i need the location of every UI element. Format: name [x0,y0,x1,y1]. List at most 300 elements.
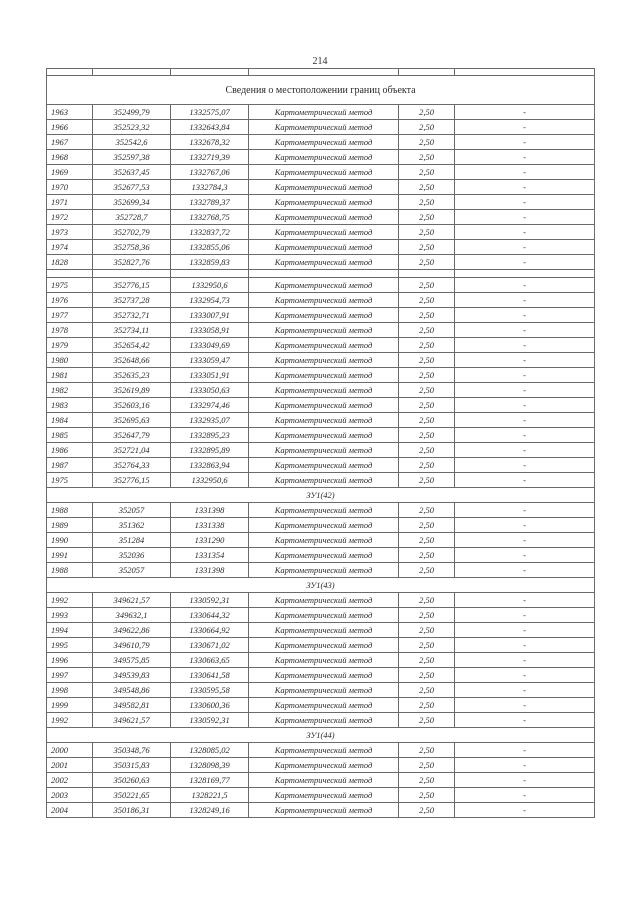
determination-method: Картометрический метод [249,443,399,458]
coordinate-x: 349582,81 [93,698,171,713]
coordinate-x: 349621,57 [93,593,171,608]
coordinate-x: 352776,15 [93,278,171,293]
coordinate-y: 1333049,69 [171,338,249,353]
determination-method: Картометрический метод [249,548,399,563]
point-number: 1966 [47,120,93,135]
coordinate-x: 352827,76 [93,255,171,270]
table-row [47,323,595,338]
accuracy-value: 2,50 [399,338,455,353]
accuracy-value: 2,50 [399,180,455,195]
point-number: 1984 [47,413,93,428]
coordinate-y: 1330664,92 [171,623,249,638]
coordinate-y: 1333059,47 [171,353,249,368]
description-cell: - [455,653,595,668]
accuracy-value: 2,50 [399,150,455,165]
description-cell: - [455,623,595,638]
description-cell: - [455,713,595,728]
point-number: 2001 [47,758,93,773]
accuracy-value: 2,50 [399,293,455,308]
point-number: 2004 [47,803,93,818]
description-cell: - [455,383,595,398]
accuracy-value: 2,50 [399,788,455,803]
determination-method: Картометрический метод [249,293,399,308]
determination-method: Картометрический метод [249,413,399,428]
point-number: 1996 [47,653,93,668]
table-row [47,413,595,428]
coordinate-x: 352654,42 [93,338,171,353]
coordinate-x: 352523,32 [93,120,171,135]
table-row [47,563,595,578]
determination-method: Картометрический метод [249,533,399,548]
point-number: 1981 [47,368,93,383]
determination-method: Картометрический метод [249,240,399,255]
table-row [47,668,595,683]
accuracy-value: 2,50 [399,428,455,443]
coordinate-y: 1330592,31 [171,713,249,728]
description-cell: - [455,323,595,338]
determination-method: Картометрический метод [249,278,399,293]
description-cell: - [455,668,595,683]
accuracy-value: 2,50 [399,195,455,210]
point-number: 1828 [47,255,93,270]
determination-method: Картометрический метод [249,758,399,773]
coordinate-y: 1332895,23 [171,428,249,443]
table-row [47,240,595,255]
coordinate-x: 350315,83 [93,758,171,773]
determination-method: Картометрический метод [249,743,399,758]
table-row [47,608,595,623]
description-cell: - [455,413,595,428]
coordinate-y: 1332859,83 [171,255,249,270]
coordinate-y: 1330592,31 [171,593,249,608]
description-cell: - [455,428,595,443]
table-row [47,713,595,728]
accuracy-value: 2,50 [399,383,455,398]
table-row [47,165,595,180]
table-row [47,255,595,270]
table-row [47,398,595,413]
coordinate-x: 352637,45 [93,165,171,180]
description-cell: - [455,225,595,240]
determination-method: Картометрический метод [249,518,399,533]
determination-method: Картометрический метод [249,563,399,578]
accuracy-value: 2,50 [399,210,455,225]
point-number: 1988 [47,503,93,518]
point-number: 1971 [47,195,93,210]
accuracy-value: 2,50 [399,458,455,473]
coordinate-y: 1331354 [171,548,249,563]
table-row [47,150,595,165]
accuracy-value: 2,50 [399,308,455,323]
description-cell: - [455,398,595,413]
coordinate-y: 1328249,16 [171,803,249,818]
coordinate-x: 352758,36 [93,240,171,255]
point-number: 1983 [47,398,93,413]
coordinate-y: 1332768,75 [171,210,249,225]
coordinate-x: 352776,15 [93,473,171,488]
point-number: 1988 [47,563,93,578]
coordinate-y: 1331398 [171,563,249,578]
point-number: 1986 [47,443,93,458]
coordinate-x: 349539,83 [93,668,171,683]
point-number: 1979 [47,338,93,353]
coordinate-y: 1332895,89 [171,443,249,458]
determination-method: Картометрический метод [249,195,399,210]
table-top-row [47,69,595,76]
determination-method: Картометрический метод [249,353,399,368]
table-row [47,195,595,210]
parcel-header-row [47,728,595,743]
accuracy-value: 2,50 [399,443,455,458]
coordinate-y: 1332643,84 [171,120,249,135]
table-row [47,683,595,698]
point-number: 2002 [47,773,93,788]
point-number: 1989 [47,518,93,533]
coordinate-y: 1333058,91 [171,323,249,338]
accuracy-value: 2,50 [399,323,455,338]
description-cell: - [455,210,595,225]
point-number: 1990 [47,533,93,548]
coordinate-x: 352057 [93,503,171,518]
coordinate-x: 352728,7 [93,210,171,225]
table-row [47,773,595,788]
accuracy-value: 2,50 [399,503,455,518]
coordinate-y: 1330600,36 [171,698,249,713]
coordinate-x: 350348,76 [93,743,171,758]
coordinate-y: 1328085,02 [171,743,249,758]
determination-method: Картометрический метод [249,255,399,270]
point-number: 1975 [47,278,93,293]
table-row [47,758,595,773]
accuracy-value: 2,50 [399,653,455,668]
description-cell: - [455,443,595,458]
coordinate-x: 349621,57 [93,713,171,728]
coordinate-y: 1333051,91 [171,368,249,383]
coordinate-y: 1332954,73 [171,293,249,308]
point-number: 1973 [47,225,93,240]
determination-method: Картометрический метод [249,210,399,225]
accuracy-value: 2,50 [399,225,455,240]
coordinate-y: 1330595,58 [171,683,249,698]
point-number: 1985 [47,428,93,443]
coordinate-y: 1332767,06 [171,165,249,180]
coordinate-x: 352737,28 [93,293,171,308]
description-cell: - [455,548,595,563]
coordinate-x: 349622,86 [93,623,171,638]
coordinate-x: 352695,63 [93,413,171,428]
coordinate-x: 352036 [93,548,171,563]
table-row [47,443,595,458]
coordinate-y: 1333050,63 [171,383,249,398]
table-row [47,503,595,518]
description-cell: - [455,458,595,473]
accuracy-value: 2,50 [399,698,455,713]
point-number: 1978 [47,323,93,338]
accuracy-value: 2,50 [399,165,455,180]
point-number: 1970 [47,180,93,195]
table-spacer-row [47,270,595,278]
accuracy-value: 2,50 [399,135,455,150]
table-row [47,210,595,225]
table-title-row [47,76,595,105]
point-number: 1993 [47,608,93,623]
table-row [47,698,595,713]
determination-method: Картометрический метод [249,683,399,698]
determination-method: Картометрический метод [249,803,399,818]
determination-method: Картометрический метод [249,308,399,323]
determination-method: Картометрический метод [249,668,399,683]
coordinate-x: 351362 [93,518,171,533]
table-row [47,135,595,150]
accuracy-value: 2,50 [399,120,455,135]
determination-method: Картометрический метод [249,338,399,353]
coordinate-x: 352057 [93,563,171,578]
description-cell: - [455,195,595,210]
coordinate-y: 1332974,46 [171,398,249,413]
accuracy-value: 2,50 [399,638,455,653]
table-row [47,533,595,548]
table-row [47,368,595,383]
coordinate-x: 352603,16 [93,398,171,413]
coordinate-x: 350186,31 [93,803,171,818]
coordinate-y: 1328221,5 [171,788,249,803]
determination-method: Картометрический метод [249,120,399,135]
description-cell: - [455,683,595,698]
coordinate-x: 350260,63 [93,773,171,788]
table-row [47,225,595,240]
point-number: 1987 [47,458,93,473]
point-number: 1995 [47,638,93,653]
description-cell: - [455,503,595,518]
coordinate-x: 352721,04 [93,443,171,458]
accuracy-value: 2,50 [399,683,455,698]
coordinate-y: 1332678,32 [171,135,249,150]
table-row [47,473,595,488]
coordinate-x: 349548,86 [93,683,171,698]
coordinate-x: 352635,23 [93,368,171,383]
coordinate-x: 350221,65 [93,788,171,803]
determination-method: Картометрический метод [249,398,399,413]
coordinate-y: 1332837,72 [171,225,249,240]
table-row [47,788,595,803]
description-cell: - [455,338,595,353]
description-cell: - [455,743,595,758]
accuracy-value: 2,50 [399,473,455,488]
accuracy-value: 2,50 [399,548,455,563]
table-row [47,548,595,563]
coordinate-x: 351284 [93,533,171,548]
determination-method: Картометрический метод [249,428,399,443]
determination-method: Картометрический метод [249,623,399,638]
point-number: 1977 [47,308,93,323]
point-number: 1963 [47,105,93,120]
table-row [47,593,595,608]
table-row [47,293,595,308]
table-row [47,428,595,443]
description-cell: - [455,758,595,773]
determination-method: Картометрический метод [249,368,399,383]
coordinate-x: 352734,11 [93,323,171,338]
description-cell: - [455,165,595,180]
coordinate-x: 349632,1 [93,608,171,623]
determination-method: Картометрический метод [249,713,399,728]
description-cell: - [455,180,595,195]
description-cell: - [455,308,595,323]
determination-method: Картометрический метод [249,383,399,398]
description-cell: - [455,293,595,308]
point-number: 2000 [47,743,93,758]
determination-method: Картометрический метод [249,105,399,120]
table-row [47,308,595,323]
accuracy-value: 2,50 [399,773,455,788]
page-number: 214 [312,56,328,67]
accuracy-value: 2,50 [399,398,455,413]
description-cell: - [455,788,595,803]
description-cell: - [455,105,595,120]
coordinate-y: 1332575,07 [171,105,249,120]
coordinate-x: 352677,53 [93,180,171,195]
coordinate-y: 1332863,94 [171,458,249,473]
description-cell: - [455,698,595,713]
determination-method: Картометрический метод [249,150,399,165]
determination-method: Картометрический метод [249,458,399,473]
point-number: 1976 [47,293,93,308]
coordinate-y: 1328098,39 [171,758,249,773]
description-cell: - [455,593,595,608]
coordinate-y: 1330641,58 [171,668,249,683]
point-number: 1999 [47,698,93,713]
table-row [47,638,595,653]
table-row [47,383,595,398]
point-number: 1975 [47,473,93,488]
accuracy-value: 2,50 [399,563,455,578]
coordinate-y: 1333007,91 [171,308,249,323]
determination-method: Картометрический метод [249,638,399,653]
determination-method: Картометрический метод [249,593,399,608]
coordinate-x: 352699,34 [93,195,171,210]
accuracy-value: 2,50 [399,518,455,533]
accuracy-value: 2,50 [399,240,455,255]
accuracy-value: 2,50 [399,623,455,638]
determination-method: Картометрический метод [249,180,399,195]
accuracy-value: 2,50 [399,368,455,383]
parcel-header-row [47,488,595,503]
description-cell: - [455,803,595,818]
table-title: Сведения о местоположении границ объекта [47,76,595,105]
coordinate-y: 1331398 [171,503,249,518]
point-number: 1998 [47,683,93,698]
parcel-header-row [47,578,595,593]
coordinate-y: 1330671,02 [171,638,249,653]
description-cell: - [455,150,595,165]
description-cell: - [455,368,595,383]
determination-method: Картометрический метод [249,225,399,240]
table-row [47,803,595,818]
point-number: 1972 [47,210,93,225]
determination-method: Картометрический метод [249,653,399,668]
accuracy-value: 2,50 [399,803,455,818]
description-cell: - [455,278,595,293]
accuracy-value: 2,50 [399,278,455,293]
coordinate-y: 1332935,07 [171,413,249,428]
table-row [47,338,595,353]
description-cell: - [455,638,595,653]
accuracy-value: 2,50 [399,533,455,548]
determination-method: Картометрический метод [249,473,399,488]
determination-method: Картометрический метод [249,503,399,518]
point-number: 1969 [47,165,93,180]
description-cell: - [455,473,595,488]
description-cell: - [455,135,595,150]
description-cell: - [455,563,595,578]
accuracy-value: 2,50 [399,713,455,728]
coordinate-y: 1330644,32 [171,608,249,623]
accuracy-value: 2,50 [399,758,455,773]
table-row [47,353,595,368]
table-row [47,623,595,638]
coordinate-x: 352542,6 [93,135,171,150]
coordinate-y: 1330663,65 [171,653,249,668]
coordinate-x: 352648,66 [93,353,171,368]
parcel-header: ЗУ1(43) [47,578,595,593]
table-row [47,278,595,293]
description-cell: - [455,353,595,368]
coordinate-y: 1331290 [171,533,249,548]
accuracy-value: 2,50 [399,668,455,683]
description-cell: - [455,533,595,548]
accuracy-value: 2,50 [399,105,455,120]
description-cell: - [455,608,595,623]
determination-method: Картометрический метод [249,135,399,150]
point-number: 1994 [47,623,93,638]
parcel-header: ЗУ1(44) [47,728,595,743]
coordinate-x: 349575,85 [93,653,171,668]
accuracy-value: 2,50 [399,743,455,758]
coordinate-x: 349610,79 [93,638,171,653]
coordinate-x: 352597,38 [93,150,171,165]
coordinate-y: 1332719,39 [171,150,249,165]
coordinate-y: 1332950,6 [171,473,249,488]
point-number: 1974 [47,240,93,255]
point-number: 1997 [47,668,93,683]
coordinate-y: 1331338 [171,518,249,533]
coordinate-x: 352764,33 [93,458,171,473]
point-number: 1991 [47,548,93,563]
determination-method: Картометрический метод [249,788,399,803]
point-number: 1980 [47,353,93,368]
determination-method: Картометрический метод [249,698,399,713]
point-number: 1968 [47,150,93,165]
coordinate-x: 352702,79 [93,225,171,240]
accuracy-value: 2,50 [399,413,455,428]
coordinate-x: 352647,79 [93,428,171,443]
table-row [47,743,595,758]
table-row [47,180,595,195]
description-cell: - [455,120,595,135]
table-row [47,120,595,135]
point-number: 2003 [47,788,93,803]
point-number: 1982 [47,383,93,398]
description-cell: - [455,518,595,533]
table-row [47,458,595,473]
point-number: 1992 [47,713,93,728]
point-number: 1967 [47,135,93,150]
determination-method: Картометрический метод [249,165,399,180]
coordinate-y: 1328169,77 [171,773,249,788]
table-row [47,105,595,120]
table-row [47,653,595,668]
coordinate-y: 1332789,37 [171,195,249,210]
